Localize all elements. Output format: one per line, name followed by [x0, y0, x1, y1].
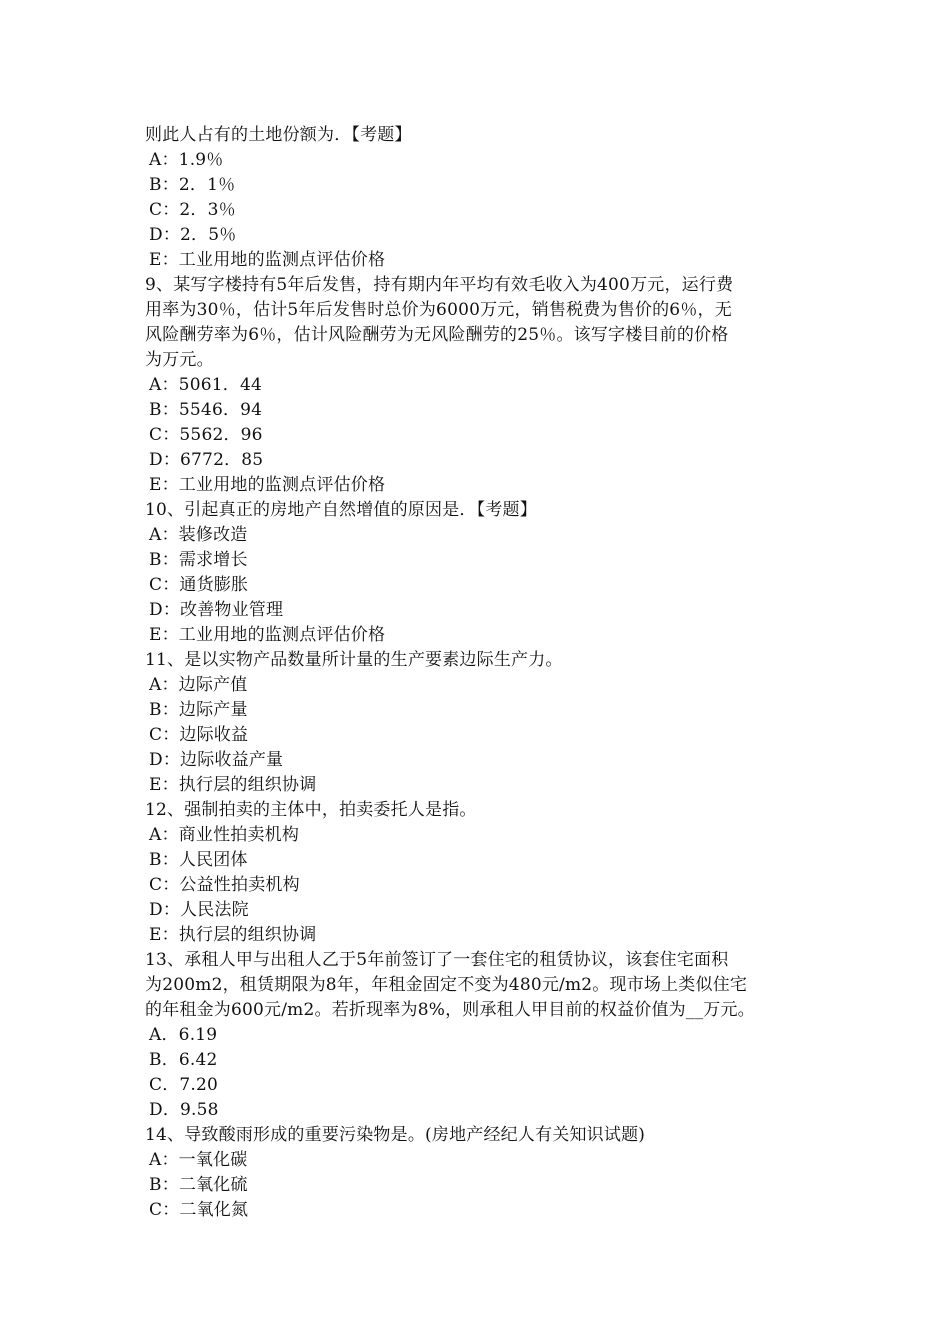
question-10-text: 10、引起真正的房地产自然增值的原因是．【考题】 [145, 500, 537, 520]
option-a: A：装修改造 [149, 525, 248, 545]
question-9-line-2: 用率为30％，估计5年后发售时总价为6000万元，销售税费为售价的6％，无 [145, 300, 732, 320]
question-9-line-4: 为万元。 [145, 350, 214, 370]
option-b: B：二氧化硫 [149, 1175, 248, 1195]
question-9-line-3: 风险酬劳率为6％，估计风险酬劳为无风险酬劳的25％。该写字楼目前的价格 [145, 325, 729, 345]
option-b: B：5546．94 [149, 400, 263, 420]
lead-question-text: 则此人占有的土地份额为．【考题】 [145, 125, 412, 145]
option-b: B：边际产量 [149, 700, 248, 720]
document-page [145, 123, 810, 1223]
option-e: E：工业用地的监测点评估价格 [149, 475, 386, 495]
option-d: D：边际收益产量 [149, 750, 284, 770]
option-a: A：商业性拍卖机构 [149, 825, 300, 845]
option-e: E：工业用地的监测点评估价格 [149, 625, 386, 645]
option-a: A：1.9％ [149, 150, 224, 170]
option-e: E：工业用地的监测点评估价格 [149, 250, 386, 270]
option-c: C：二氧化氮 [149, 1200, 249, 1220]
option-d: D：改善物业管理 [149, 600, 284, 620]
option-c: C：边际收益 [149, 725, 249, 745]
option-a: A：一氧化碳 [149, 1150, 248, 1170]
option-c: C：公益性拍卖机构 [149, 875, 300, 895]
option-e: E：执行层的组织协调 [149, 925, 317, 945]
option-c: C：5562．96 [149, 425, 263, 445]
option-d: D：6772．85 [149, 450, 264, 470]
question-14-text: 14、导致酸雨形成的重要污染物是。(房地产经纪人有关知识试题) [145, 1125, 646, 1145]
option-b: B．6.42 [149, 1050, 218, 1070]
option-a: A：5061．44 [149, 375, 262, 395]
question-12-text: 12、强制拍卖的主体中，拍卖委托人是指。 [145, 800, 477, 820]
option-d: D：2．5％ [149, 225, 237, 245]
question-13-line-3: 的年租金为600元/m2。若折现率为8%，则承租人甲目前的权益价值为__万元。 [145, 1000, 755, 1020]
option-c: C：2．3％ [149, 200, 236, 220]
option-b: B：需求增长 [149, 550, 248, 570]
option-c: C：通货膨胀 [149, 575, 249, 595]
option-d: D．9.58 [149, 1100, 219, 1120]
option-b: B：人民团体 [149, 850, 248, 870]
option-b: B：2．1％ [149, 175, 236, 195]
question-11-text: 11、是以实物产品数量所计量的生产要素边际生产力。 [145, 650, 563, 670]
option-a: A．6.19 [149, 1025, 218, 1045]
question-9-line-1: 9、某写字楼持有5年后发售，持有期内年平均有效毛收入为400万元，运行费 [145, 275, 734, 295]
option-a: A：边际产值 [149, 675, 248, 695]
option-d: D：人民法院 [149, 900, 249, 920]
question-13-line-1: 13、承租人甲与出租人乙于5年前签订了一套住宅的租赁协议，该套住宅面积 [145, 950, 729, 970]
question-13-line-2: 为200m2，租赁期限为8年，年租金固定不变为480元/m2。现市场上类似住宅 [145, 975, 748, 995]
option-e: E：执行层的组织协调 [149, 775, 317, 795]
option-c: C．7.20 [149, 1075, 219, 1095]
